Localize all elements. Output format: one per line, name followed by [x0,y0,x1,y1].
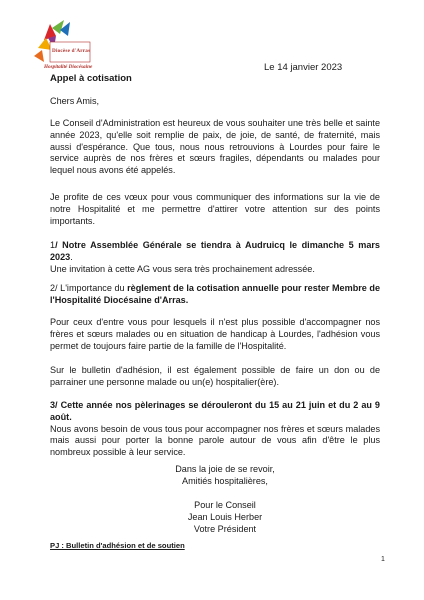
pelerinages-text: Nous avons besoin de vous tous pour accompagner nos frères et sœurs malades mais aussi pour porter la bonne parole autour de vous afin d'être le plus nombreux possible à leur service. [50,423,380,458]
hospitalite-logo [30,18,94,76]
point-number: 1 [50,240,56,250]
paragraph-wishes: Le Conseil d'Administration est heureux de vous souhaiter une très belle et sainte année 2023, qu'elle soit remplie de paix, de joie, de santé, de fraternité, mais aussi d'espérance. Que tous, nous nous retrouvions à Lourdes pour faire le service auprès de nos frères et sœurs fragiles, dépendants ou malades pour lequel nous avons été appelés. [50,118,380,176]
assemblee-period: . [70,251,73,262]
attachment-note: PJ : Bulletin d'adhésion et de soutien [50,541,185,550]
cotisation-lead: 2/ L'importance du [50,283,128,293]
paragraph-assemblee [50,240,380,275]
page-number: 1 [381,556,385,563]
logo-text-line1: Diocèse d'Arras [52,48,91,54]
signature-line1: Pour le Conseil [194,500,256,510]
assemblee-invitation: Une invitation à cette AG vous sera très prochainement adressée. [50,263,315,274]
paragraph-don: Sur le bulletin d'adhésion, il est également possible de faire un don ou de parrainer une personne malade ou un(e) hospitalier(ère). [50,365,380,387]
pelerinages-bold: 3/ Cette année nos pèlerinages se dérouleront du 15 au 21 juin et du 2 au 9 août. [50,400,380,422]
signature-block [150,500,300,535]
paragraph-information: Je profite de ces vœux pour vous communiquer des informations sur la vie de notre Hospitalité et me permettre d'attirer votre attention sur des points importants. [50,192,380,226]
paragraph-cotisation [50,283,380,307]
logo-text-line2: Hospitalité Diocésaine [44,64,93,70]
letter-date: Le 14 janvier 2023 [264,62,343,73]
letter-subject: Appel à cotisation [50,73,132,84]
greeting: Chers Amis, [50,96,100,106]
signature-name: Jean Louis Herber [187,511,263,522]
paragraph-adhesion: Pour ceux d'entre vous pour lesquels il n'est plus possible d'accompagner nos frères et sœurs malades ou en situation de handicap à Lourdes, l'adhésion vous permet de toujours faire partie de la famille de l'Hospitalité. [50,317,380,351]
closing-line1: Dans la joie de se revoir, [175,464,275,474]
closing-block [150,464,300,488]
signature-title: Votre Président [193,523,257,534]
assemblee-bold: / Notre Assemblée Générale se tiendra à Audruicq le dimanche 5 mars 2023 [50,240,380,262]
paragraph-pelerinages [50,400,380,459]
cotisation-bold: règlement de la cotisation annuelle pour rester Membre de l'Hospitalité Diocésaine d'Arras. [50,283,381,305]
logo-petal-orange [34,50,44,62]
closing-line2: Amitiés hospitalières, [182,475,268,486]
